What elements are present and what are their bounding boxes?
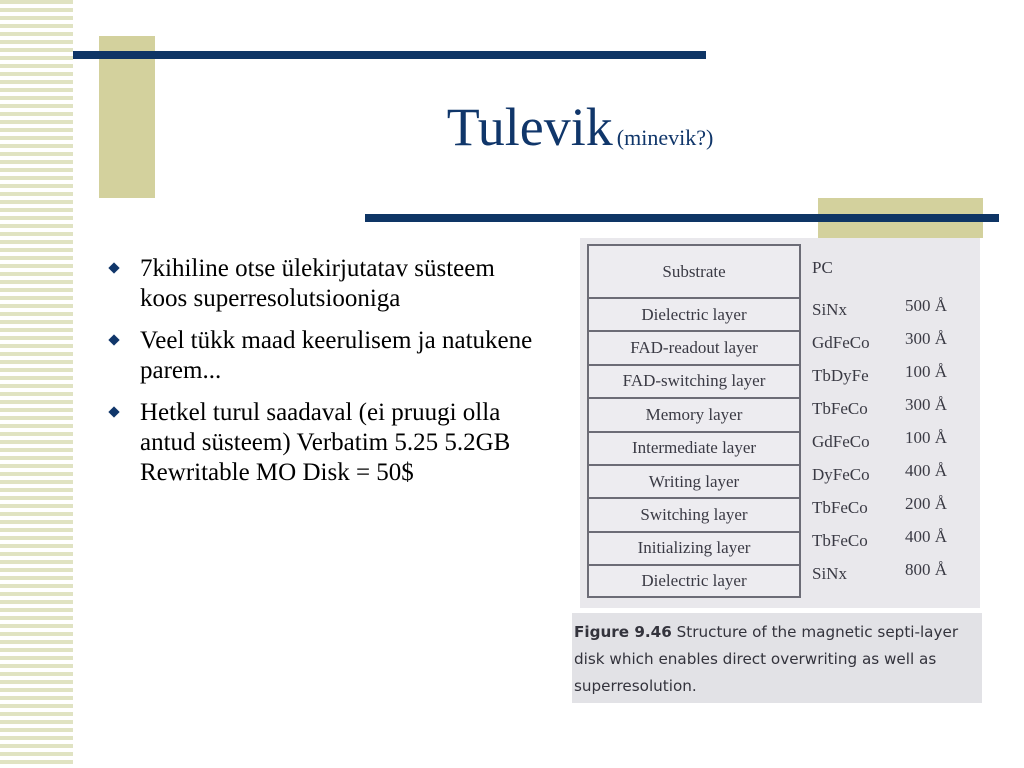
layer-structure-figure bbox=[580, 238, 980, 608]
layer-thickness: 300 Å bbox=[905, 395, 948, 414]
bullet-item bbox=[104, 326, 544, 386]
slide-title-sub: (minevik?) bbox=[616, 125, 714, 150]
layer-box: Dielectric layer bbox=[587, 564, 801, 597]
layer-box: FAD-switching layer bbox=[587, 364, 801, 397]
layer-material: TbFeCo bbox=[812, 531, 868, 550]
layer-material: TbFeCo bbox=[812, 498, 868, 517]
layer-box: Switching layer bbox=[587, 497, 801, 530]
layer-material: DyFeCo bbox=[812, 465, 870, 484]
figure-caption bbox=[572, 613, 982, 703]
bullet-list bbox=[104, 254, 544, 500]
layer-thickness: 300 Å bbox=[905, 329, 948, 348]
layer-box: Dielectric layer bbox=[587, 297, 801, 330]
layer-thickness: 500 Å bbox=[905, 296, 948, 315]
layer-thickness: 200 Å bbox=[905, 494, 948, 513]
diamond-bullet-icon bbox=[108, 406, 119, 417]
layer-thickness: 400 Å bbox=[905, 461, 948, 480]
layer-material: GdFeCo bbox=[812, 333, 870, 352]
layer-thickness: 100 Å bbox=[905, 362, 948, 381]
title-rule-top bbox=[73, 51, 706, 59]
figure-caption-text: Structure of the magnetic septi-layer disk which enables direct overwriting as well as superresolution. bbox=[574, 623, 959, 695]
diamond-bullet-icon bbox=[108, 334, 119, 345]
slide-title-main: Tulevik bbox=[446, 97, 613, 157]
layer-material: SiNx bbox=[812, 300, 847, 319]
layer-thickness: 100 Å bbox=[905, 428, 948, 447]
layer-stack bbox=[587, 244, 801, 598]
bullet-text: Veel tükk maad keerulisem ja natukene parem... bbox=[140, 327, 533, 384]
layer-material: TbFeCo bbox=[812, 399, 868, 418]
layer-material: PC bbox=[812, 258, 833, 277]
figure-caption-label: Figure 9.46 bbox=[574, 623, 672, 641]
layer-box: FAD-readout layer bbox=[587, 330, 801, 363]
bullet-item bbox=[104, 254, 544, 314]
layer-box: Intermediate layer bbox=[587, 431, 801, 464]
layer-box: Initializing layer bbox=[587, 531, 801, 564]
slide-title bbox=[300, 96, 860, 158]
layer-thickness: 800 Å bbox=[905, 560, 948, 579]
bullet-text: 7kihiline otse ülekirjutatav süsteem koos superresolutsiooniga bbox=[140, 255, 495, 312]
layer-material: GdFeCo bbox=[812, 432, 870, 451]
layer-box: Writing layer bbox=[587, 464, 801, 497]
decorative-stripes bbox=[0, 0, 73, 768]
layer-box: Substrate bbox=[587, 244, 801, 297]
bullet-item bbox=[104, 398, 544, 488]
layer-material: TbDyFe bbox=[812, 366, 869, 385]
diamond-bullet-icon bbox=[108, 262, 119, 273]
layer-material: SiNx bbox=[812, 564, 847, 583]
title-rule-bottom bbox=[365, 214, 999, 222]
decorative-block-top bbox=[99, 36, 155, 198]
layer-box: Memory layer bbox=[587, 397, 801, 430]
bullet-text: Hetkel turul saadaval (ei pruugi olla antud süsteem) Verbatim 5.25 5.2GB Rewritable MO Disk = 50$ bbox=[140, 399, 511, 486]
layer-thickness: 400 Å bbox=[905, 527, 948, 546]
